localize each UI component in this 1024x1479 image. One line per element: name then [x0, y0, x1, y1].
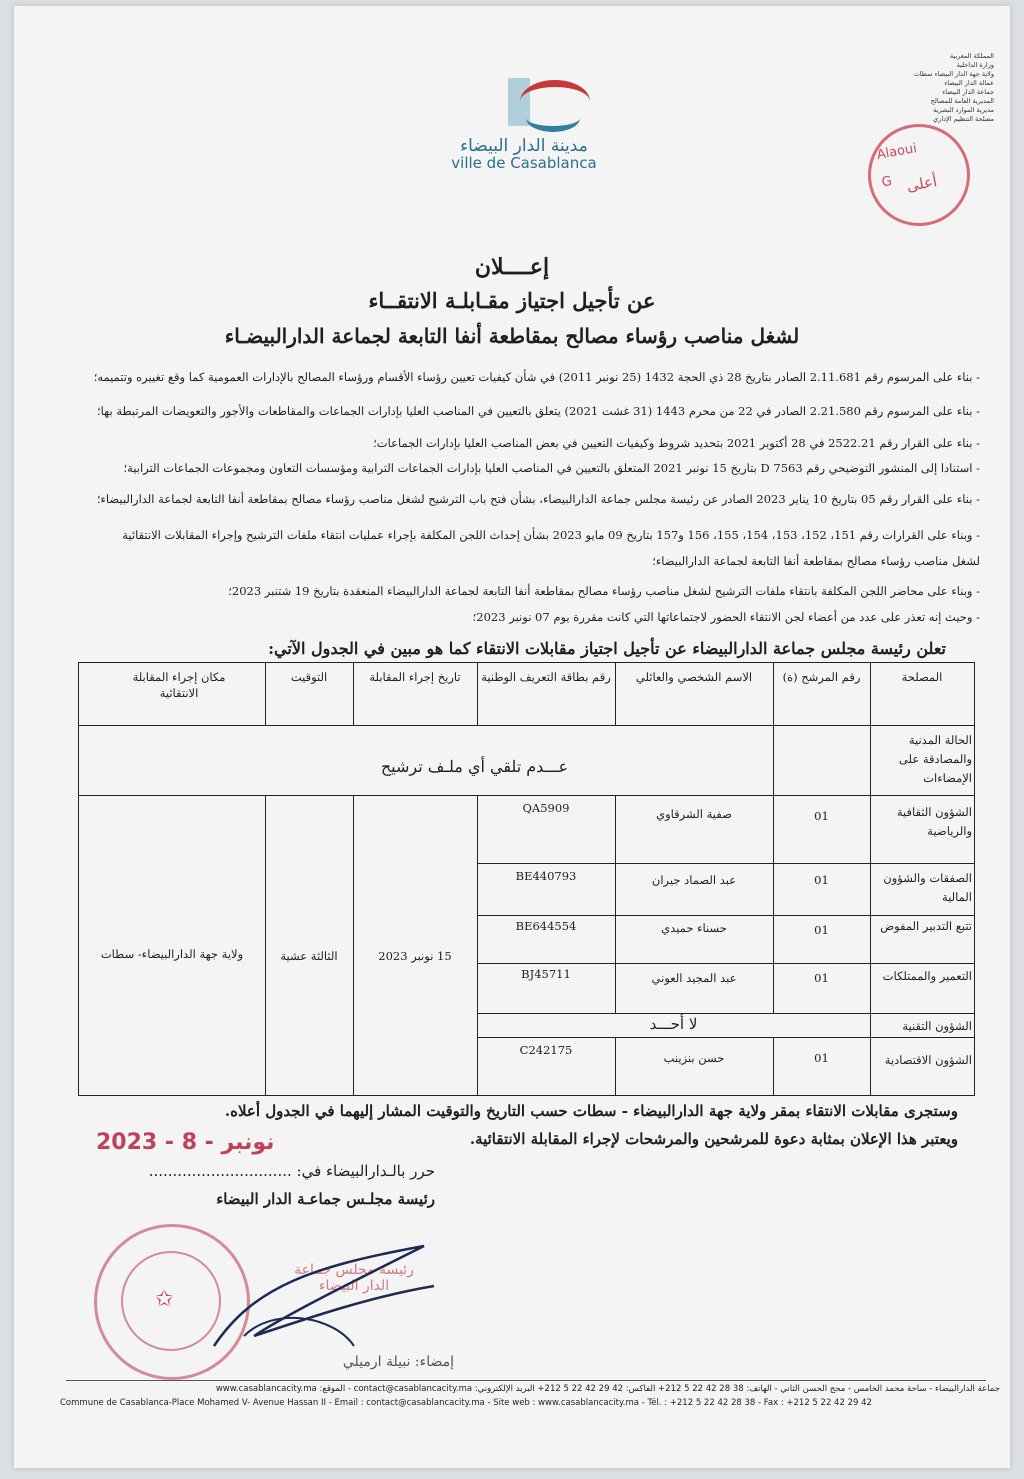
row-candidate-number: 01	[814, 1051, 829, 1065]
interview-time: الثالثة عشية	[280, 949, 338, 963]
interview-place: ولاية جهة الدارالبيضاء- سطات	[100, 947, 244, 961]
th-time: التوقيت	[290, 670, 328, 684]
signatory-name: إمضاء: نبيلة ارميلي	[342, 1354, 454, 1370]
row-service: تتبع التدبير المفوض	[880, 919, 972, 933]
row-service: الشؤون الثقافية والرياضية	[896, 805, 972, 838]
no-candidate-note: لا أحـــد	[649, 1015, 698, 1033]
footer-ar: جماعة الدارالبيضاء - ساحة محمد الخامس - محج الحسن الثاني - الهاتف: 38 28 42 22 5 212+ الفاكس: 42 29 42 22 5 212+ البريد الإلكتروني: contact@casablancacity.ma - الموقع: www.casablancacity.ma	[215, 1384, 1000, 1394]
logo-mark-icon	[464, 64, 584, 134]
row-service: التعمير والممتلكات	[882, 969, 972, 983]
row-cin: QA5909	[522, 801, 570, 815]
row-candidate-number: 01	[814, 809, 829, 823]
footer-rule	[66, 1380, 986, 1381]
th-date: تاريخ إجراء المقابلة	[369, 670, 461, 684]
city-logo	[414, 64, 634, 184]
signature-stamp: رئيسة مجلس جماعة الدار البيضاء	[294, 1262, 414, 1294]
signatory-title: رئيسة مجلـس جماعـة الدار البيضاء	[216, 1190, 435, 1208]
document-page	[14, 6, 1010, 1468]
th-cin: رقم بطاقة التعريف الوطنية	[481, 670, 611, 684]
row-service: الصفقات والشؤون المالية	[883, 871, 972, 904]
signed-at-line: حرر بالـدارالبيضاء في: ..............................	[148, 1162, 435, 1180]
date-stamp: 2023 - نونبر - 8	[96, 1130, 275, 1155]
preamble-line: - بناء على المرسوم رقم 2.11.681 الصادر بتاريخ 28 ذي الحجة 1432 (25 نونبر 2011) في شأن كيفيات تعيين رؤساء الأقسام ورؤساء المصالح بالإدارات العمومية كما وقع تغييره وتتميمه؛	[93, 370, 980, 384]
star-icon: ✩	[155, 1287, 174, 1312]
row-candidate-number: 01	[814, 923, 829, 937]
preamble-line: - بناء على المرسوم رقم 2.21.580 الصادر في 22 من محرم 1443 (31 غشت 2021) يتعلق بالتعيين في المناصب العليا بإدارات الجماعات والمقاطعات والأجور والتعويضات المرتبطة بها؛	[97, 404, 980, 418]
preamble-line: - بناء على القرار رقم 05 بتاريخ 10 يناير 2023 الصادر عن رئيسة مجلس جماعة الدارالبيضاء، بشأن فتح باب الترشيح لشغل مناصب رؤساء مصالح بمقاطعة أنفا التابعة لجماعة الدارالبيضاء؛	[96, 492, 980, 506]
row-name: عبد الصماد جيران	[651, 873, 737, 887]
signature-scribble-icon	[194, 1226, 454, 1366]
th-place: مكان إجراء المقابلة الانتقائية	[132, 670, 226, 700]
row-cin: BE440793	[515, 869, 577, 883]
doc-title: إعــــلان	[474, 254, 550, 280]
row-name: حسناء حميدي	[661, 921, 727, 935]
preamble-line: لشغل مناصب رؤساء مصالح بمقاطعة أنفا التابعة لجماعة الدارالبيضاء؛	[652, 554, 980, 568]
preamble-line: - استنادا إلى المنشور التوضيحي رقم D 7563 بتاريخ 15 نونبر 2021 المتعلق بالتعيين في المناصب العليا بإدارات الجماعات الترابية ومؤسسات التعاون ومجموعات الجماعات الترابية؛	[123, 461, 980, 475]
th-name: الاسم الشخصي والعائلي	[635, 670, 753, 684]
received-stamp: Alaoui G أعلى	[860, 116, 978, 234]
row-service: الحالة المدنية والمصادقة على الإمضاءات	[898, 733, 972, 785]
row-candidate-number: 01	[814, 971, 829, 985]
preamble-line: - وبناء على القرارات رقم 151، 152، 153، 154، 155، 156 و157 بتاريخ 09 مايو 2023 بشأن إحداث اللجن المكلفة بإجراء عمليات انتقاء ملفات الترشيح وإجراء المقابلات الانتقائية	[122, 528, 980, 542]
row-name: عبد المجيد العوني	[651, 971, 737, 985]
logo-text-ar: مدينة الدار البيضاء	[460, 136, 588, 156]
logo-text-fr: ville de Casablanca	[451, 154, 597, 172]
row-cin: BE644554	[515, 919, 577, 933]
th-candidate-number: رقم المرشح (ة)	[782, 670, 861, 684]
closing-line-2: ويعتبر هذا الإعلان بمثابة دعوة للمرشحين والمرشحات لإجراء المقابلة الانتقائية.	[469, 1130, 958, 1148]
interview-date: 15 نونبر 2023	[378, 949, 452, 963]
doc-subtitle-2: لشغل مناصب رؤساء مصالح بمقاطعة أنفا التابعة لجماعة الدارالبيضـاء	[224, 324, 800, 348]
closing-line-1: وستجرى مقابلات الانتقاء بمقر ولاية جهة الدارالبيضاء - سطات حسب التاريخ والتوقيت المشار إليهما في الجدول أعلاه.	[224, 1102, 958, 1120]
preamble-line: - وبناء على محاضر اللجن المكلفة بانتقاء ملفات الترشيح لشغل مناصب رؤساء مصالح بمقاطعة أنفا التابعة لجماعة الدارالبيضاء المنعقدة بتاريخ 19 شتنبر 2023؛	[228, 584, 980, 598]
ministry-header: المملكة المغربية وزارة الداخلية ولاية جهة الدار البيضاء سطات عمالة الدار البيضاء جماعة الدار البيضاء المديرية العامة للمصالح مديرية الموارد البشرية مصلحة التنظيم الإداري	[913, 52, 994, 123]
row-name: حسن بنزينب	[663, 1051, 725, 1065]
no-application-note: عـــدم تلقي أي ملـف ترشيح	[380, 757, 569, 776]
row-cin: BJ45711	[521, 967, 571, 981]
footer-fr: Commune de Casablanca-Place Mohamed V- Avenue Hassan II - Email : contact@casablancacity.ma - Site web : www.casablancacity.ma - Tél. : +212 5 22 42 28 38 - Fax : +212 5 22 42 29 42	[60, 1398, 872, 1408]
row-service: الشؤون الاقتصادية	[884, 1053, 972, 1067]
preamble-line: - وحيث إنه تعذر على عدد من أعضاء لجن الانتقاء الحضور لاجتماعاتها التي كانت مقررة يوم 07 نونبر 2023؛	[472, 610, 980, 624]
row-cin: C242175	[519, 1043, 573, 1057]
row-name: صفية الشرقاوي	[656, 807, 732, 821]
row-service: الشؤون التقنية	[902, 1019, 972, 1033]
preamble-line: - بناء على القرار رقم 2522.21 في 28 أكتوبر 2021 بتحديد شروط وكيفيات التعيين في بعض المناصب العليا بإدارات الجماعات؛	[373, 436, 980, 450]
th-service: المصلحة	[901, 670, 943, 684]
announcement-line: تعلن رئيسة مجلس جماعة الدارالبيضاء عن تأجيل اجتياز مقابلات الانتقاء كما هو مبين في الجدول الآتي:	[268, 639, 946, 658]
row-candidate-number: 01	[814, 873, 829, 887]
doc-subtitle: عن تأجيل اجتياز مقـابلـة الانتقــاء	[368, 288, 656, 313]
schedule-table	[78, 662, 975, 1096]
